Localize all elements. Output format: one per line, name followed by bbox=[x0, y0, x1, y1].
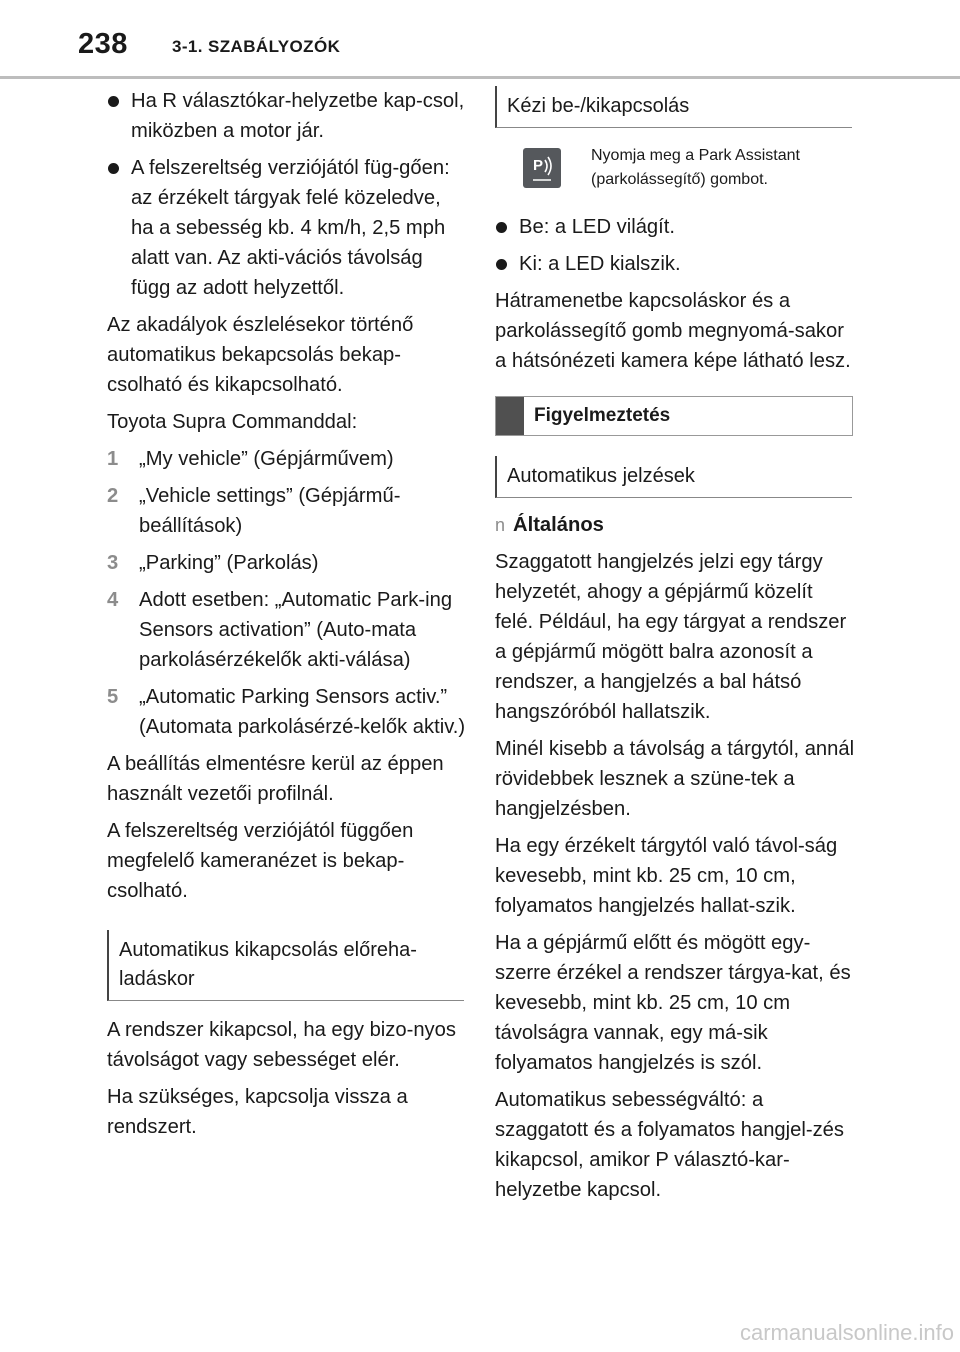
step-item: 3 „Parking” (Parkolás) bbox=[107, 552, 319, 574]
page-number: 238 bbox=[78, 28, 128, 60]
right-column bbox=[495, 86, 855, 1212]
paragraph: Automatikus sebességváltó: a szaggatott és a folyamatos hangjel-zés kikapcsol, amikor P választó-kar-helyzetbe kapcsol. bbox=[495, 1089, 844, 1201]
warning-box bbox=[495, 396, 853, 436]
bullet-dot-icon bbox=[496, 259, 507, 270]
paragraph: Szaggatott hangjelzés jelzi egy tárgy helyzetét, ahogy a gépjármű közelít felé. Például, ha egy tárgyat a rendszer a gépjármű mögött balra azonosít a rendszer, a hangjelzés a bal hátsó hangszóróból hallatszik. bbox=[495, 551, 847, 723]
paragraph: Ha egy érzékelt tárgytól való távol-ság kevesebb, mint kb. 25 cm, 10 cm, folyamatos hangjelzés hallat-szik. bbox=[495, 835, 838, 917]
paragraph: Toyota Supra Commanddal: bbox=[107, 411, 358, 433]
paragraph: Ha a gépjármű előtt és mögött egy-szerre érzékel a rendszer tárgya-kat, és kevesebb, mint kb. 25 cm, 10 cm távolságra vannak, egy má-sik folyamatos hangjelzés is szól. bbox=[495, 932, 851, 1074]
subheading-box: Automatikus kikapcsolás előreha-ladáskor bbox=[107, 930, 464, 1001]
warning-bar bbox=[496, 397, 524, 435]
header-divider bbox=[0, 76, 960, 79]
paragraph: Minél kisebb a távolság a tárgytól, annál rövidebbek lesznek a szüne-tek a hangjelzésben. bbox=[495, 738, 855, 820]
section-title: 3-1. SZABÁLYOZÓK bbox=[172, 37, 341, 56]
paragraph: A felszereltség verziójától függően megfelelő kameranézet is bekap-csolható. bbox=[107, 820, 414, 902]
bullet-item: Ki: a LED kialszik. bbox=[495, 249, 855, 279]
subheading-box: Automatikus jelzések bbox=[495, 456, 852, 498]
button-illustration-row bbox=[495, 144, 855, 200]
step-item: 1 „My vehicle” (Gépjárművem) bbox=[107, 448, 394, 470]
bullet-dot-icon bbox=[108, 96, 119, 107]
bullet-dot-icon bbox=[496, 222, 507, 233]
page-header bbox=[0, 0, 960, 80]
bullet-item: A felszereltség verziójától füg-gően: az érzékelt tárgyak felé közeledve, ha a sebesség kb. 4 km/h, 2,5 mph alatt van. Az akti-vációs távolság függ az adott helyzettől. bbox=[107, 153, 467, 303]
step-item: 5 „Automatic Parking Sensors activ.” (Automata parkolásérzé-kelők aktiv.) bbox=[107, 686, 466, 738]
step-item: 2 „Vehicle settings” (Gépjármű-beállítások) bbox=[107, 485, 401, 537]
park-assist-button-icon bbox=[523, 148, 561, 188]
paragraph: Az akadályok észlelésekor történő automatikus bekapcsolás bekap-csolható és kikapcsolható. bbox=[107, 314, 414, 396]
left-column bbox=[107, 86, 467, 1149]
button-caption: Nyomja meg a Park Assistant (parkolássegítő) gombot. bbox=[591, 147, 800, 188]
bullet-dot-icon bbox=[108, 163, 119, 174]
square-marker-icon: n bbox=[495, 515, 506, 535]
step-item: 4 Adott esetben: „Automatic Park-ing Sensors activation” (Auto-mata parkolásérzékelők akti-válása) bbox=[107, 589, 453, 671]
paragraph: Ha szükséges, kapcsolja vissza a rendszert. bbox=[107, 1086, 408, 1138]
svg-text:P: P bbox=[533, 157, 544, 174]
subheading-box: Kézi be-/kikapcsolás bbox=[495, 86, 852, 128]
bullet-item: Be: a LED világít. bbox=[495, 212, 855, 242]
warning-title: Figyelmeztetés bbox=[534, 405, 671, 426]
watermark: carmanualsonline.info bbox=[739, 1320, 954, 1345]
paragraph: A rendszer kikapcsol, ha egy bizo-nyos távolságot vagy sebességet elér. bbox=[107, 1019, 456, 1071]
paragraph: Hátramenetbe kapcsoláskor és a parkolássegítő gomb megnyomá-sakor a hátsónézeti kamera képe látható lesz. bbox=[495, 290, 851, 372]
minor-heading: n Általános bbox=[495, 514, 604, 536]
bullet-item: Ha R választókar-helyzetbe kap-csol, miközben a motor jár. bbox=[107, 86, 467, 146]
paragraph: A beállítás elmentésre kerül az éppen használt vezetői profilnál. bbox=[107, 753, 444, 805]
